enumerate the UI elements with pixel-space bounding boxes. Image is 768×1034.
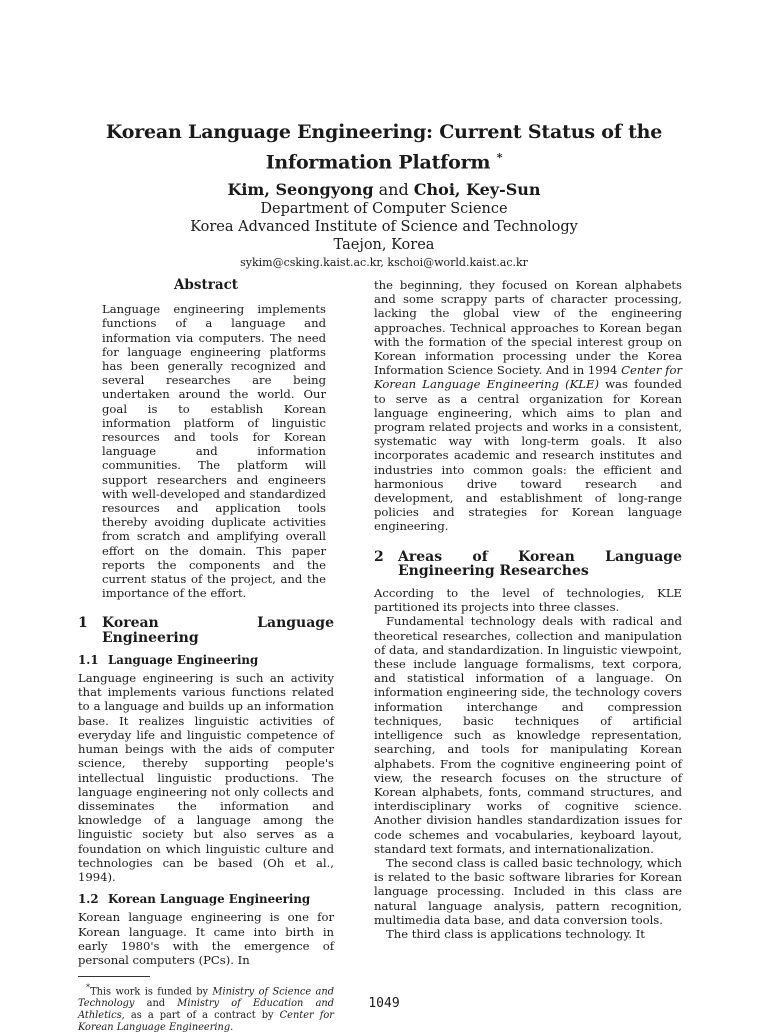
right-column bbox=[374, 278, 682, 941]
subsection-1-1-number: 1.1 bbox=[78, 652, 99, 667]
footnote-rule bbox=[78, 976, 150, 977]
abstract-heading: Abstract bbox=[173, 277, 239, 293]
affiliation-department: Department of Computer Science bbox=[260, 201, 508, 218]
page-number: 1049 bbox=[368, 996, 400, 1011]
paper-title: Korean Language Engineering: Current Status of the Information Platform * bbox=[105, 121, 663, 174]
author-1: Kim, Seongyong bbox=[227, 180, 374, 200]
subsection-1-2-number: 1.2 bbox=[78, 892, 99, 907]
section-2-para-2: Fundamental technology deals with radical and theoretical researches, collection and manipulation of data, and standardization. In linguistic viewpoint, these include language formalisms, text corpora, and statistical information of a language. On information engineering side, the technology covers information interchange and compression techniques, basic techniques of artificial intelligence such as knowledge representation, searching, and tools for manipulating Korean alphabets. From the cognitive engineering point of view, the research focuses on the structure of Korean alphabets, fonts, command structures, and interdisciplinary works of cognitive science. Another division handles standardization issues for code schemes and vocabularies, keyboard layout, standard text formats, and internationalization. bbox=[374, 614, 682, 856]
footnote: *This work is funded by Ministry of Science and Technology and Ministry of Education and Athletics, as a part of a contract by Center for Korean Language Engineering. bbox=[78, 982, 334, 1034]
kle-name: Center for Korean Language Engineering (KLE) bbox=[374, 363, 682, 392]
author-2: Choi, Key-Sun bbox=[413, 180, 541, 200]
affiliation-institute: Korea Advanced Institute of Science and Technology bbox=[190, 219, 578, 236]
section-1-title: Korean Language Engineering bbox=[102, 615, 334, 646]
section-2-para-1: According to the level of technologies, KLE partitioned its projects into three classes. bbox=[374, 586, 682, 615]
section-1-number: 1 bbox=[78, 615, 88, 632]
section-2-heading bbox=[374, 550, 682, 578]
section-1-heading bbox=[78, 616, 334, 644]
author-line bbox=[90, 179, 678, 200]
left-column bbox=[78, 278, 334, 1034]
subsection-1-2-heading bbox=[78, 892, 334, 906]
author-emails: sykim@csking.kaist.ac.kr, kschoi@world.kaist.ac.kr bbox=[240, 256, 528, 270]
section-2-number: 2 bbox=[374, 548, 384, 565]
affiliation-city: Taejon, Korea bbox=[333, 237, 435, 254]
subsection-1-2-text: Korean language engineering is one for Korean language. It came into birth in early 1980's with the emergence of personal computers (PCs). In bbox=[78, 910, 334, 967]
funder-2: Ministry of Education and Athletics bbox=[78, 998, 334, 1022]
funder-1: Ministry of Science and Technology bbox=[78, 986, 334, 1010]
author-separator: and bbox=[378, 180, 409, 200]
continuation-paragraph: the beginning, they focused on Korean alphabets and some scrappy parts of character processing, lacking the global view of the engineering approaches. Technical approaches to Korean began with the formation of the special interest group on Korean information processing under the Korea Information Science Society. And in 1994 Center for Korean Language Engineering (KLE) was founded to serve as a central organization for Korean language engineering, which aims to plan and program related projects and works in a consistent, systematic way with long-term goals. It also incorporates academic and research institutes and industries into common goals: the efficient and harmonious drive toward research and development, and establishment of long-range policies and strategies for Korean language engineering. bbox=[374, 278, 682, 534]
section-2-para-3: The second class is called basic technology, which is related to the basic software libraries for Korean language processing. Included in this class are natural language analysis, pattern recognition, multimedia data base, and data conversion tools. bbox=[374, 855, 682, 927]
title-footnote-mark: * bbox=[496, 151, 503, 164]
abstract-text: Language engineering implements functions of a language and information via computers. The need for language engineering platforms has been generally recognized and several researches are being undertaken around the world. Our goal is to establish Korean information platform of linguistic resources and tools for Korean language and information communities. The platform will support researchers and engineers with well-developed and standardized resources and application tools thereby avoiding duplicate activities from scratch and amplifying overall effort on the domain. This paper reports the components and the current status of the project, and the importance of the effort. bbox=[102, 302, 326, 601]
subsection-1-1-heading bbox=[78, 653, 334, 667]
subsection-1-2-title: Korean Language Engineering bbox=[108, 892, 311, 907]
contract-organization: Center for Korean Language Engineering bbox=[78, 1010, 334, 1034]
subsection-1-1-text: Language engineering is such an activity that implements various functions related to a language and builds up an information base. It realizes linguistic activities of everyday life and linguistic competence of human beings with the aids of computer science, thereby supporting people's intellectual linguistic productions. The language engineering not only collects and disseminates the information and knowledge of a language among the linguistic society but also serves as a foundation on which linguistic culture and technologies can be based (Oh et al., 1994). bbox=[78, 671, 334, 884]
section-2-title: Areas of Korean Language Engineering Researches bbox=[398, 548, 682, 579]
section-2-para-4: The third class is applications technology. It bbox=[386, 926, 645, 941]
subsection-1-1-title: Language Engineering bbox=[108, 652, 259, 667]
paper-header bbox=[90, 120, 678, 269]
footnote-mark: * bbox=[86, 982, 91, 993]
